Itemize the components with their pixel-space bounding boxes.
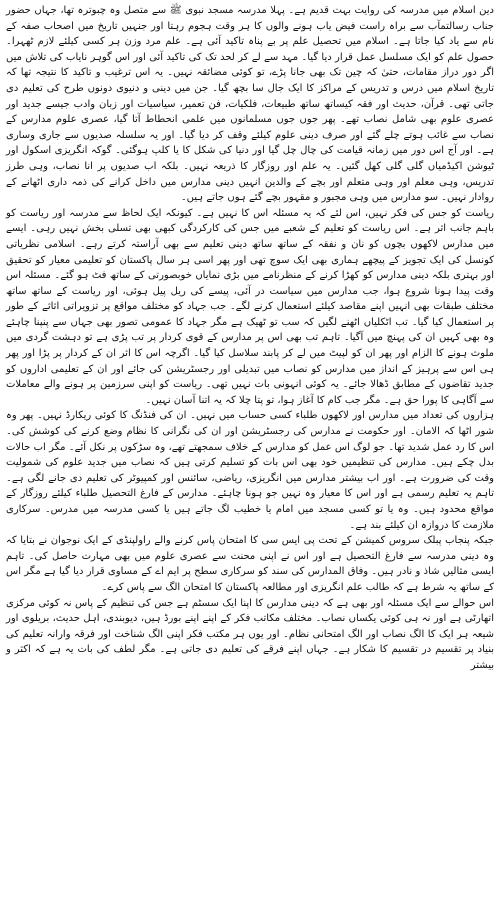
article-paragraph-1: دین اسلام میں مدرسہ کی روایت بہت قدیم ہے۔ پہلا مدرسہ مسجد نبوی ﷺ سے متصل وہ چبوترہ تھا، جہاں حضور جناب رسالتمآب سے براہ راست فیض یاب ہونے والوں کا ہر وقت ہجوم رہتا اور جنہیں تاریخ میں اصحاب صفہ کے نام سے یاد کیا جاتا ہے۔ اسلام میں تحصیل علم پر بے پناہ تاکید آئی ہے۔ علم مرد وزن ہر کسی کیلئے لازم ٹھہرا۔ حصول علم کو ایک مسلسل عمل قرار دیا گیا۔ مہد سے لے کر لحد تک کی تاکید آئی اور اس گوہر نایاب کی تلاش میں اگر دور دراز مقامات، حتیٰ کہ چین تک بھی جانا پڑے، تو کوئی مضائقہ نہیں۔ یہ اس ترغیب و تاکید کا نتیجہ تھا کہ تاریخ اسلام میں درس و تدریس کے مراکز کا ایک جال سا بچھ گیا۔ جن میں دینی و دنیوی دونوں طرح کی تعلیم دی جاتی تھی۔ قرآن، حدیث اور فقہ کیساتھ ساتھ طبیعات، فلکیات، فن تعمیر، سیاسیات اور زبان وادب جیسے جدید اور عصری علوم بھی شامل نصاب تھے۔ پھر جوں جوں مسلمانوں میں علمی انحطاط آتا گیا، عصری علوم مدارس کے نصاب سے غائب ہوتے چلے گئے اور صرف دینی علوم کیلئے وقف کر دیا گیا۔ اور یہ سلسلہ صدیوں سے جاری وساری ہے۔ اور آج اس دور میں زمانہ قیامت کی چال چل گیا اور دنیا کی شکل کا یا کلپ ہوگئی۔ گوکہ انگریزی اسکول اور ٹیوشن اکیڈمیاں گلی گلی کھل گئیں۔ یہ علم اور روزگار کا ذریعہ نہیں۔ بلکہ اب صدیوں پر انا نصاب، وہی طرز تدریس، وہی معلم اور وہی متعلم اور بچے کے والدین انہیں دینی مدارس میں داخل کرانے کی ذمہ داری اٹھانے کے روادار نہیں۔ سو مدارس میں وہی مجبور و مقہور بچے گئے ہوں جاتے ہیں۔ [6,5,494,204]
article-paragraph-2: ریاست کو جس کی فکر نہیں، اس لئے کہ یہ مسئلہ اس کا نہیں ہے۔ کیونکہ ایک لحاظ سے مدرسہ اور ریاست کو باہم جانب اثر ہے۔ اس ریاست کو تعلیم کے شعبے میں جس کی کارکردگی کبھی بھی تسلی بخش نہیں رہی۔ ایسے میں مدارس لاکھوں بچوں کو نان و نفقہ کے ساتھ ساتھ دینی تعلیم سے بھی آراستہ کرتے رہے۔ اسلامی نظریاتی کونسل کی ایک تجویز کے پیچھے ہماری بھی ایک سوچ تھی اور پھر اسی ہر سال پاکستان کو تعلیمی معیار کو تحقیق اور بہتری بلکہ دینی مدارس کو کھڑا کرنے کے منظرنامے میں بڑی نمایاں خوبصورتی کے ساتھ فٹ ہو گئے۔ مسئلہ اس وقت پیدا ہونا شروع ہوا، جب مدارس میں سیاست در آئی، پیسے کی ریل پیل ہوئی، اور ریاست کے ساتھ ساتھ مختلف طبقات بھی انہیں اپنے مقاصد کیلئے استعمال کرنے لگے۔ جب جہاد کو مختلف مواقع پر تزویراتی اثاثے کے طور پر استعمال کیا گیا۔ تب اٹکلیاں اٹھنے لگیں کہ سب تو ٹھیک ہے مگر جہاد کا عمومی تصور بھی جہاں سے پنپنا چاہئے وہ بھی کہیں ان کی پہنچ میں آگیا۔ تاہم تب بھی اس پر مدارس کے قوی کردار پر تب پڑی ہے تو دہشت گردی میں ملوث ہونے کا الزام اور پھر ان کو لپیٹ میں لے کر پابند سلاسل کیا گیا۔ اگرچہ اس کا اثر ان کے کردار پر پڑا اور پھر ہی اس سے پرہیز کے انداز میں مدارس کو نصاب میں تبدیلی اور رجسٹریشن کی جائے اور ان کے تعلیمی اداروں کو جدید تقاضوں کے مطابق ڈھالا جائے۔ یہ کوئی انہونی بات نہیں تھی۔ ریاست کو اپنی سرزمین پر ہونے والے معاملات سے آگاہی کا پورا حق ہے۔ مگر جب کام کا آغاز ہوا، تو پتا چلا کہ یہ اتنا آسان نہیں۔ [6,207,494,406]
article-paragraph-5: اس حوالے سے ایک مسئلہ اور بھی ہے کہ دینی مدارس کا اپنا ایک سسٹم ہے جس کی تنظیم کے پاس نہ کوئی مرکزی اتھارٹی ہے اور نہ ہی کوئی یکساں نصاب۔ مختلف مکاتب فکر کے اپنے اپنے بورڈ ہیں، دیوبندی، اہل حدیث، بریلوی اور شیعہ ہر ایک کا الگ نصاب اور الگ امتحانی نظام۔ اور یوں ہر مکتب فکر اپنی الگ شناخت اور فرقہ وارانہ تعلیم کی بنیاد پر تقسیم در تقسیم کا شکار ہے۔ جہاں اپنے فرقے کی تعلیم دی جاتی ہے۔ مگر لطف کی بات یہ ہے کہ اکثر و بیشتر [6,597,494,671]
article-paragraph-3: ہزاروں کی تعداد میں مدارس اور لاکھوں طلباء کسی حساب میں نہیں۔ ان کی فنڈنگ کا کوئی ریکارڈ نہیں۔ پھر وہ شور اٹھا کہ الامان۔ اور حکومت نے مدارس کی رجسٹریشن اور ان کی نگرانی کا نظام وضع کرنے کی کوشش کی۔ اس کا رد عمل شدید تھا۔ جو لوگ اس عمل کو مدارس کے خلاف سمجھتے تھے، وہ سڑکوں پر نکل آئے۔ مگر اب حالات بدل چکے ہیں۔ مدارس کی تنظیمیں خود بھی اس بات کو تسلیم کرتی ہیں کہ نصاب میں جدید علوم کی شمولیت وقت کی ضرورت ہے۔ اور اب بیشتر مدارس میں انگریزی، ریاضی، سائنس اور کمپیوٹر کی تعلیم دی جانے لگی ہے۔ تاہم یہ تعلیم رسمی ہے اور اس کا معیار وہ نہیں جو ہونا چاہئے۔ مدارس کے فارغ التحصیل طلباء کیلئے روزگار کے مواقع محدود ہیں۔ وہ یا تو کسی مسجد میں امام یا خطیب لگ جاتے ہیں یا کسی مدرسہ میں مدرس۔ سرکاری ملازمت کا دروازہ ان کیلئے بند ہے۔ [6,410,494,531]
article-paragraph-4: جبکہ پنجاب پبلک سروس کمیشن کے تحت پی ایس سی کا امتحان پاس کرنے والے راولپنڈی کے ایک نوجوان نے بتایا کہ وہ دینی مدرسہ سے فارغ التحصیل ہے اور اس نے اپنی محنت سے عصری علوم میں بھی مہارت حاصل کی۔ تاہم ایسی مثالیں شاذ و نادر ہیں۔ وفاق المدارس کی سند کو سرکاری سطح پر ایم اے کے مساوی قرار دیا گیا ہے مگر اس کے ساتھ یہ شرط ہے کہ طالب علم انگریزی اور مطالعہ پاکستان کا امتحان الگ سے پاس کرے۔ [6,535,494,593]
